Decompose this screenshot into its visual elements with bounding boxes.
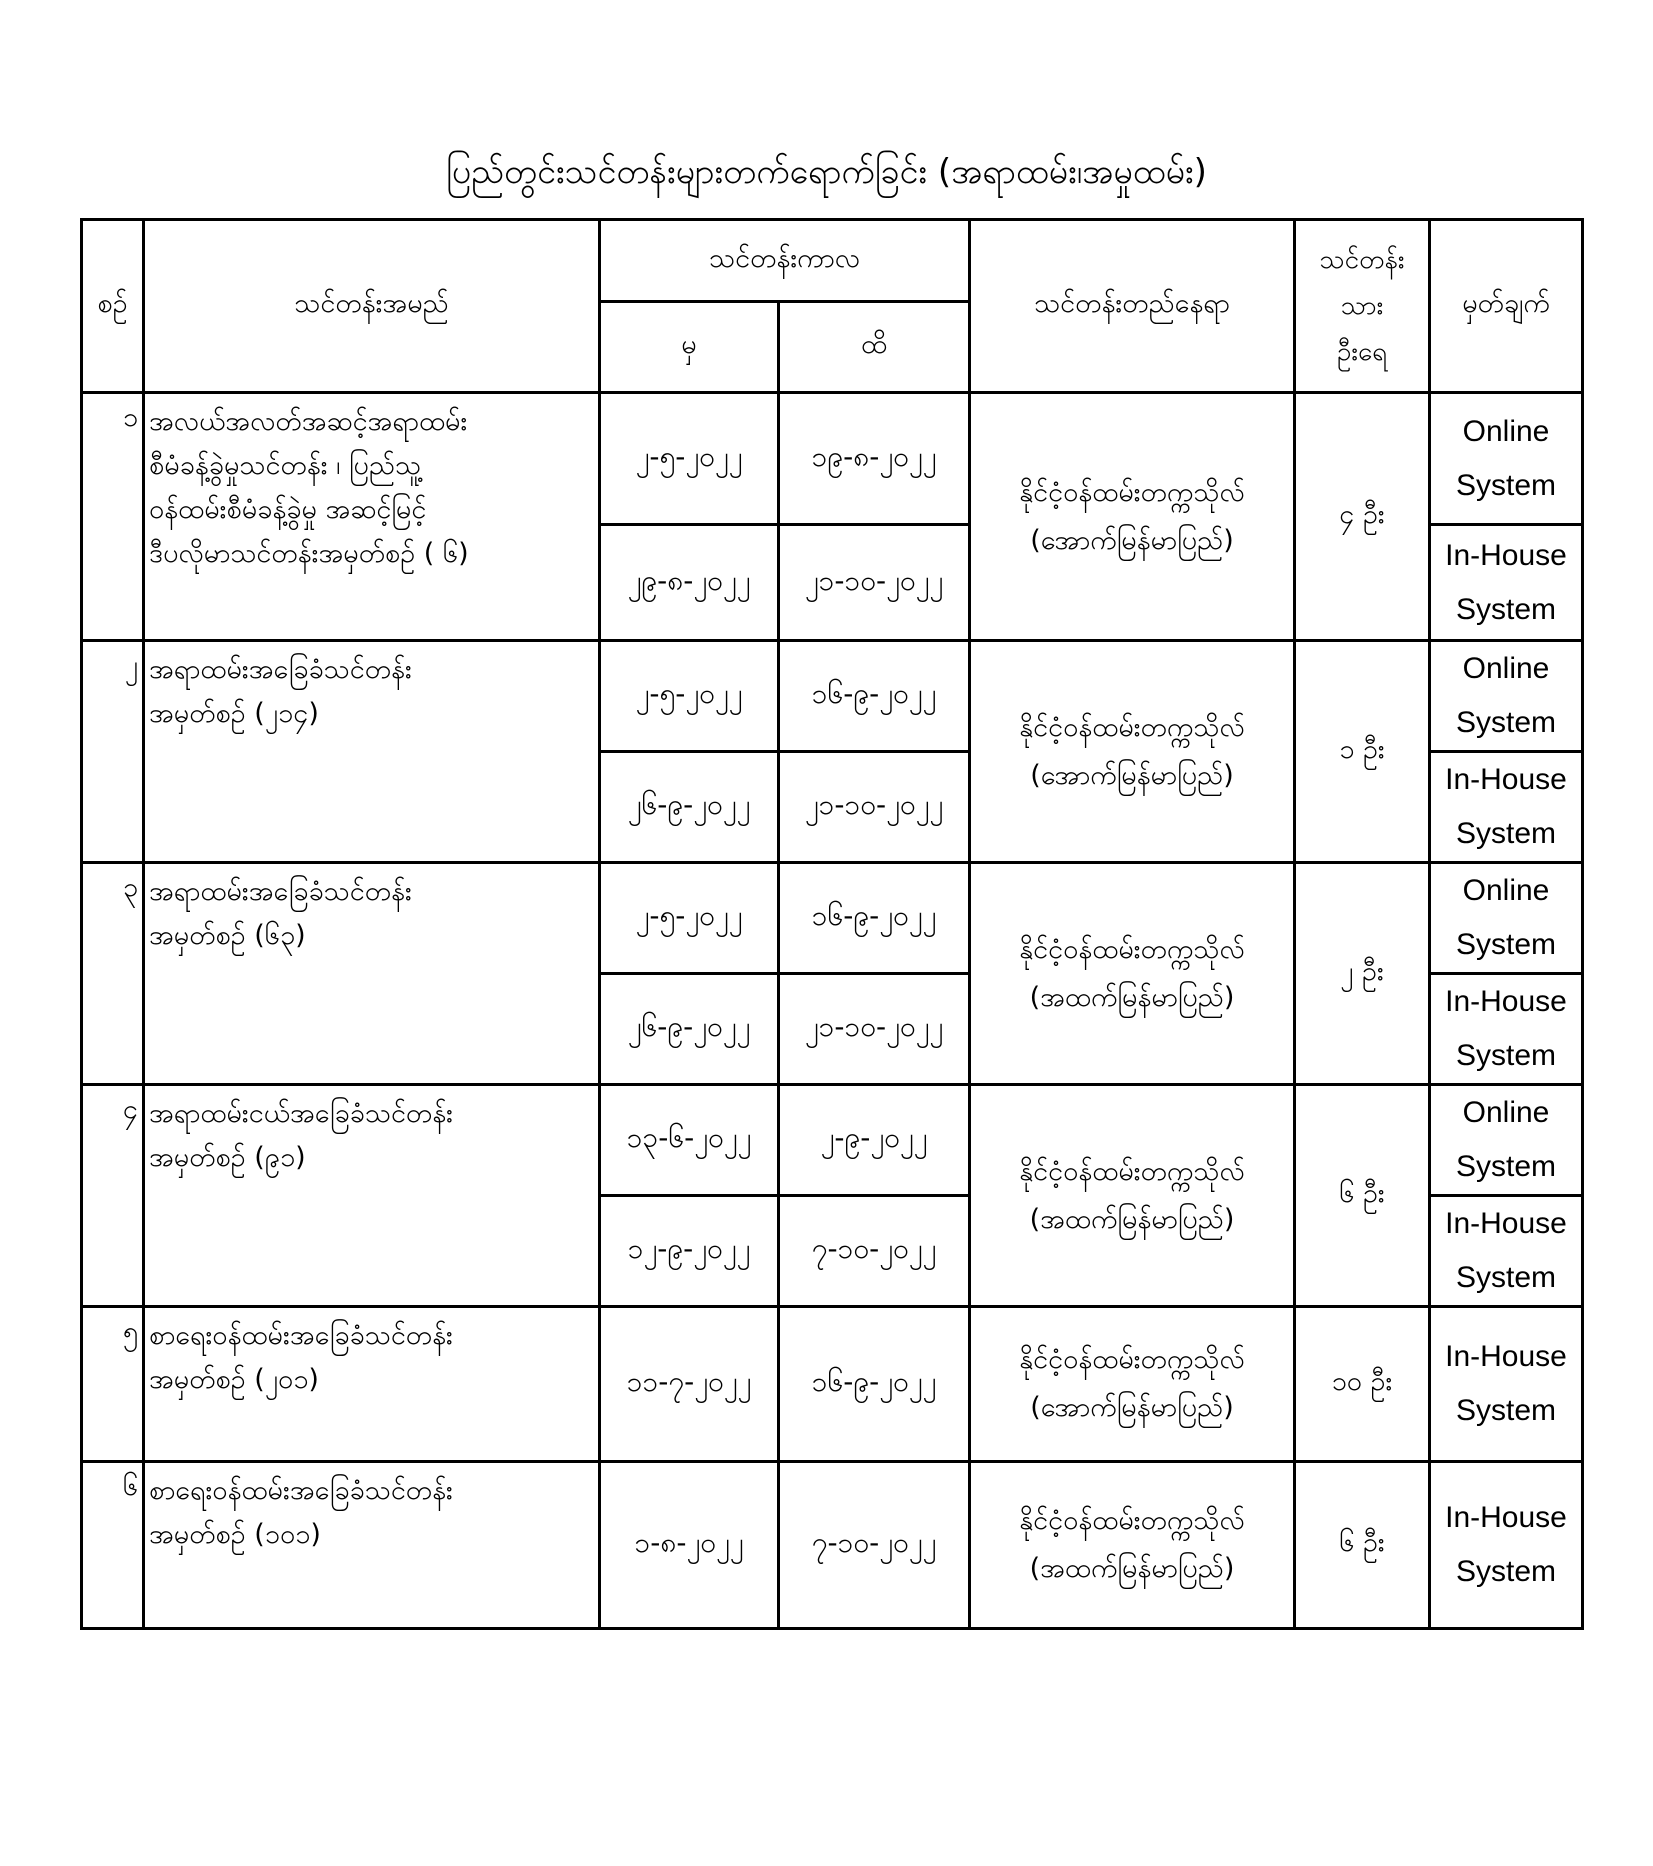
trainee-count: ၁၀ ဦး — [1295, 1307, 1430, 1462]
course-name: အရာထမ်းငယ်အခြေခံသင်တန်း အမှတ်စဉ် (၉၁) — [144, 1085, 600, 1307]
date-from: ၁၁-၇-၂၀၂၂ — [600, 1307, 779, 1462]
course-location: နိုင်ငံ့ဝန်ထမ်းတက္ကသိုလ် (အောက်မြန်မာပြည်) — [970, 393, 1295, 641]
header-no: စဉ် — [82, 220, 144, 393]
date-to: ၁၆-၉-၂၀၂၂ — [779, 641, 970, 752]
remark: Online System — [1430, 393, 1583, 525]
date-to: ၂၁-၁၀-၂၀၂၂ — [779, 752, 970, 863]
row-number: ၆ — [82, 1462, 144, 1629]
header-location: သင်တန်းတည်နေရာ — [970, 220, 1295, 393]
date-to: ၇-၁၀-၂၀၂၂ — [779, 1462, 970, 1629]
row-number: ၂ — [82, 641, 144, 863]
course-location: နိုင်ငံ့ဝန်ထမ်းတက္ကသိုလ် (အထက်မြန်မာပြည်) — [970, 863, 1295, 1085]
table-row — [82, 1307, 1583, 1462]
date-to: ၇-၁၀-၂၀၂၂ — [779, 1196, 970, 1307]
course-name: အရာထမ်းအခြေခံသင်တန်း အမှတ်စဉ် (၂၁၄) — [144, 641, 600, 863]
trainee-count: ၂ ဦး — [1295, 863, 1430, 1085]
remark: In-House System — [1430, 1307, 1583, 1462]
remark: In-House System — [1430, 1196, 1583, 1307]
date-from: ၂-၅-၂၀၂၂ — [600, 641, 779, 752]
row-number: ၅ — [82, 1307, 144, 1462]
remark: In-House System — [1430, 1462, 1583, 1629]
date-to: ၁၆-၉-၂၀၂၂ — [779, 863, 970, 974]
row-number: ၁ — [82, 393, 144, 641]
remark: In-House System — [1430, 752, 1583, 863]
remark: Online System — [1430, 863, 1583, 974]
remark: Online System — [1430, 1085, 1583, 1196]
header-count: သင်တန်း သား ဦးရေ — [1295, 220, 1430, 393]
date-from: ၂-၅-၂၀၂၂ — [600, 863, 779, 974]
date-from: ၂-၅-၂၀၂၂ — [600, 393, 779, 525]
course-location: နိုင်ငံ့ဝန်ထမ်းတက္ကသိုလ် (အောက်မြန်မာပြည်) — [970, 1307, 1295, 1462]
date-to: ၁၉-၈-၂၀၂၂ — [779, 393, 970, 525]
table-row — [82, 1462, 1583, 1629]
trainee-count: ၆ ဦး — [1295, 1085, 1430, 1307]
header-remark: မှတ်ချက် — [1430, 220, 1583, 393]
course-location: နိုင်ငံ့ဝန်ထမ်းတက္ကသိုလ် (အောက်မြန်မာပြည်) — [970, 641, 1295, 863]
remark: In-House System — [1430, 525, 1583, 641]
course-name: စာရေးဝန်ထမ်းအခြေခံသင်တန်း အမှတ်စဉ် (၁၀၁) — [144, 1462, 600, 1629]
date-to: ၂-၉-၂၀၂၂ — [779, 1085, 970, 1196]
trainee-count: ၆ ဦး — [1295, 1462, 1430, 1629]
date-from: ၂၉-၈-၂၀၂၂ — [600, 525, 779, 641]
training-table — [80, 218, 1584, 1630]
date-from: ၁-၈-၂၀၂၂ — [600, 1462, 779, 1629]
row-number: ၃ — [82, 863, 144, 1085]
table-row — [82, 393, 1583, 525]
course-name: အရာထမ်းအခြေခံသင်တန်း အမှတ်စဉ် (၆၃) — [144, 863, 600, 1085]
course-name: စာရေးဝန်ထမ်းအခြေခံသင်တန်း အမှတ်စဉ် (၂၀၁) — [144, 1307, 600, 1462]
trainee-count: ၄ ဦး — [1295, 393, 1430, 641]
date-from: ၁၃-၆-၂၀၂၂ — [600, 1085, 779, 1196]
header-period: သင်တန်းကာလ — [600, 220, 970, 302]
course-location: နိုင်ငံ့ဝန်ထမ်းတက္ကသိုလ် (အထက်မြန်မာပြည်) — [970, 1462, 1295, 1629]
remark: Online System — [1430, 641, 1583, 752]
table-row — [82, 863, 1583, 974]
table-row — [82, 1085, 1583, 1196]
row-number: ၄ — [82, 1085, 144, 1307]
date-from: ၂၆-၉-၂၀၂၂ — [600, 752, 779, 863]
remark: In-House System — [1430, 974, 1583, 1085]
header-name: သင်တန်းအမည် — [144, 220, 600, 393]
course-location: နိုင်ငံ့ဝန်ထမ်းတက္ကသိုလ် (အထက်မြန်မာပြည်) — [970, 1085, 1295, 1307]
header-from: မှ — [600, 302, 779, 393]
date-from: ၁၂-၉-၂၀၂၂ — [600, 1196, 779, 1307]
date-to: ၁၆-၉-၂၀၂၂ — [779, 1307, 970, 1462]
date-to: ၂၁-၁၀-၂၀၂၂ — [779, 974, 970, 1085]
trainee-count: ၁ ဦး — [1295, 641, 1430, 863]
page-title: ပြည်တွင်းသင်တန်းများတက်ရောက်ခြင်း (အရာထမ်း၊အမှုထမ်း) — [446, 152, 1207, 192]
table-row — [82, 641, 1583, 752]
date-to: ၂၁-၁၀-၂၀၂၂ — [779, 525, 970, 641]
course-name: အလယ်အလတ်အဆင့်အရာထမ်း စီမံခန့်ခွဲမှုသင်တန်း ၊ ပြည်သူ့ ဝန်ထမ်းစီမံခန့်ခွဲမှု အဆင့်မြင့် ဒီပလိုမာသင်တန်းအမှတ်စဉ် ( ၆) — [144, 393, 600, 641]
header-to: ထိ — [779, 302, 970, 393]
date-from: ၂၆-၉-၂၀၂၂ — [600, 974, 779, 1085]
